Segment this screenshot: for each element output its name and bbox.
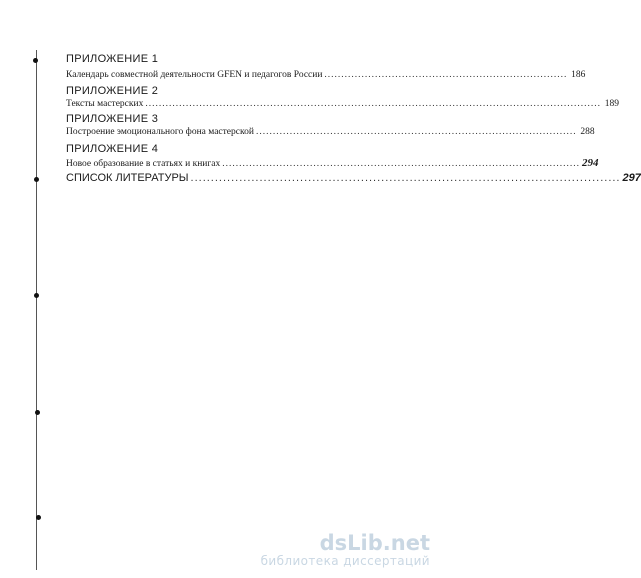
toc-entry-appendix-3[interactable] — [66, 127, 595, 139]
punch-mark — [34, 293, 39, 298]
toc-entry-appendix-2[interactable] — [66, 99, 619, 111]
toc-page-number-handwritten: 294 — [581, 157, 599, 169]
dot-leader: .......................................................................................................... — [190, 172, 621, 184]
toc-entry-appendix-1[interactable] — [66, 70, 586, 82]
appendix-2-heading: ПРИЛОЖЕНИЕ 2 — [66, 85, 159, 97]
toc-entry-appendix-4[interactable] — [66, 157, 599, 169]
toc-entry-references[interactable] — [66, 172, 641, 184]
watermark — [261, 532, 430, 568]
punch-mark — [35, 410, 40, 415]
watermark-logo: dsLib.net — [319, 531, 430, 555]
appendix-3-heading: ПРИЛОЖЕНИЕ 3 — [66, 113, 159, 125]
appendix-1-heading: ПРИЛОЖЕНИЕ 1 — [66, 53, 159, 65]
dot-leader: ............................................................................................... — [255, 127, 577, 137]
toc-entry-title: Тексты мастерских — [66, 99, 144, 109]
toc-page-number: 186 — [571, 70, 586, 80]
watermark-subtitle: библиотека диссертаций — [260, 554, 430, 568]
binding-margin-line — [36, 50, 37, 570]
punch-mark — [34, 177, 39, 182]
toc-entry-title: Новое образование в статьях и книгах — [66, 159, 221, 169]
toc-page-number-handwritten: 297 — [622, 172, 641, 184]
punch-mark — [36, 515, 41, 520]
dot-leader: ....................................................................................................................................... — [145, 99, 601, 109]
punch-mark — [33, 58, 38, 63]
toc-page-number: 288 — [580, 127, 595, 137]
dot-leader: .......................................................................................................... — [222, 159, 580, 169]
appendix-4-heading: ПРИЛОЖЕНИЕ 4 — [66, 143, 159, 155]
toc-entry-title: Календарь совместной деятельности GFEN и педагогов России — [66, 70, 323, 80]
toc-entry-title: Построение эмоционального фона мастерской — [66, 127, 254, 137]
dot-leader: ........................................................................ — [324, 70, 568, 80]
toc-page-number: 189 — [604, 99, 619, 109]
references-heading: СПИСОК ЛИТЕРАТУРЫ — [66, 172, 189, 184]
